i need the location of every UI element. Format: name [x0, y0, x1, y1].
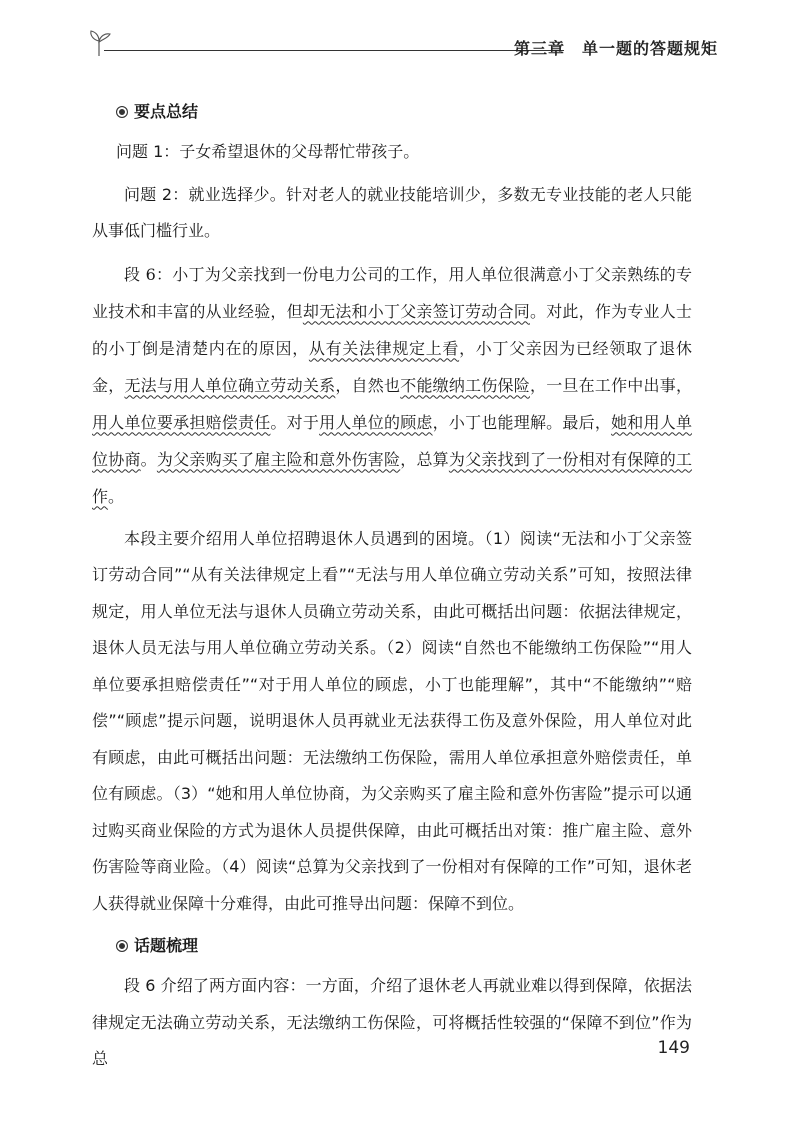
- section-heading-summary: [116, 96, 692, 128]
- passage-underline: 用人单位的顾虑: [319, 412, 433, 432]
- chapter-title: 第三章 单一题的答题规矩: [513, 39, 718, 58]
- passage-underline: 用人单位要承担赔偿责任: [92, 412, 271, 432]
- summary-question-2: 问题 2：就业选择少。针对老人的就业技能培训少，多数无专业技能的老人只能从事低门槛行业。: [92, 184, 692, 240]
- summary-heading: 要点总结: [134, 102, 199, 121]
- passage-text: 段 6：小丁为父亲找到一份电力公司的工作，用人单位很满意小丁父亲熟练的专业技术和丰富的从业经验，但: [92, 264, 692, 321]
- passage-text: ，小丁也能理解。最后，: [432, 412, 612, 432]
- passage-text: ，小丁父亲因为已经领取了退休金，: [92, 338, 692, 395]
- passage-underline: 她和用人单位协商: [92, 412, 692, 469]
- passage-paragraph: [92, 256, 692, 515]
- topic-paragraph: 段 6 介绍了两方面内容：一方面，介绍了退休老人再就业难以得到保障，依据法律规定无法确立劳动关系，无法缴纳工伤保险，可将概括性较强的“保障不到位”作为总: [92, 976, 692, 1068]
- passage-text: 。: [140, 449, 157, 469]
- passage-text: ，总算: [400, 449, 449, 469]
- summary-question-1: 问题 1：子女希望退休的父母帮忙带孩子。: [116, 142, 420, 161]
- passage-underline: 无法与用人单位确立劳动关系: [124, 375, 336, 395]
- passage-underline: 却无法和小丁父亲签订劳动合同: [302, 301, 530, 321]
- section-heading-topic: [116, 930, 692, 962]
- page-number: 149: [657, 1038, 690, 1058]
- page-content: [92, 88, 692, 1078]
- passage-underline: 为父亲购买了雇主险和意外伤害险: [156, 449, 401, 469]
- analysis-paragraph: 本段主要介绍用人单位招聘退休人员遇到的困境。（1）阅读“无法和小丁父亲签订劳动合同”“从有关法律规定上看”“无法与用人单位确立劳动关系”可知，按照法律规定，用人单位无法与退休人员确立劳动关系，由此可概括出问题：依据法律规定，退休人员无法与用人单位确立劳动关系。（2）阅读“自然也不能缴纳工伤保险”“用人单位要承担赔偿责任”“对于用人单位的顾虑，小丁也能理解”，其中“不能缴纳”“赔偿”“顾虑”提示问题，说明退休人员再就业无法获得工伤及意外保险，用人单位对此有顾虑，由此可概括出问题：无法缴纳工伤保险，需用人单位承担意外赔偿责任，单位有顾虑。（3）“她和用人单位协商，为父亲购买了雇主险和意外伤害险”提示可以通过购买商业保险的方式为退休人员提供保障，由此可概括出对策：推广雇主险、意外伤害险等商业险。（4）阅读“总算为父亲找到了一份相对有保障的工作”可知，退休老人获得就业保障十分难得，由此可推导出问题：保障不到位。: [92, 528, 692, 913]
- passage-underline: 不能缴纳工伤保险: [400, 375, 530, 395]
- passage-text: 。对此，作为专业人士的小丁倒是清楚内在的原因，: [92, 301, 692, 358]
- passage-text: ，一旦在工作中出事，: [529, 375, 692, 395]
- passage-text: 。: [108, 486, 125, 506]
- passage-underline: 为父亲找到了一份相对有保障的工作: [92, 449, 692, 506]
- passage-text: 。对于: [270, 412, 320, 432]
- passage-underline: 从有关法律规定上看: [308, 338, 460, 358]
- sprout-icon: [86, 28, 112, 58]
- bullet-icon: [116, 940, 128, 952]
- passage-text: ，自然也: [335, 375, 401, 395]
- topic-heading: 话题梳理: [134, 936, 199, 955]
- bullet-icon: [116, 106, 128, 118]
- page-header: [78, 28, 718, 62]
